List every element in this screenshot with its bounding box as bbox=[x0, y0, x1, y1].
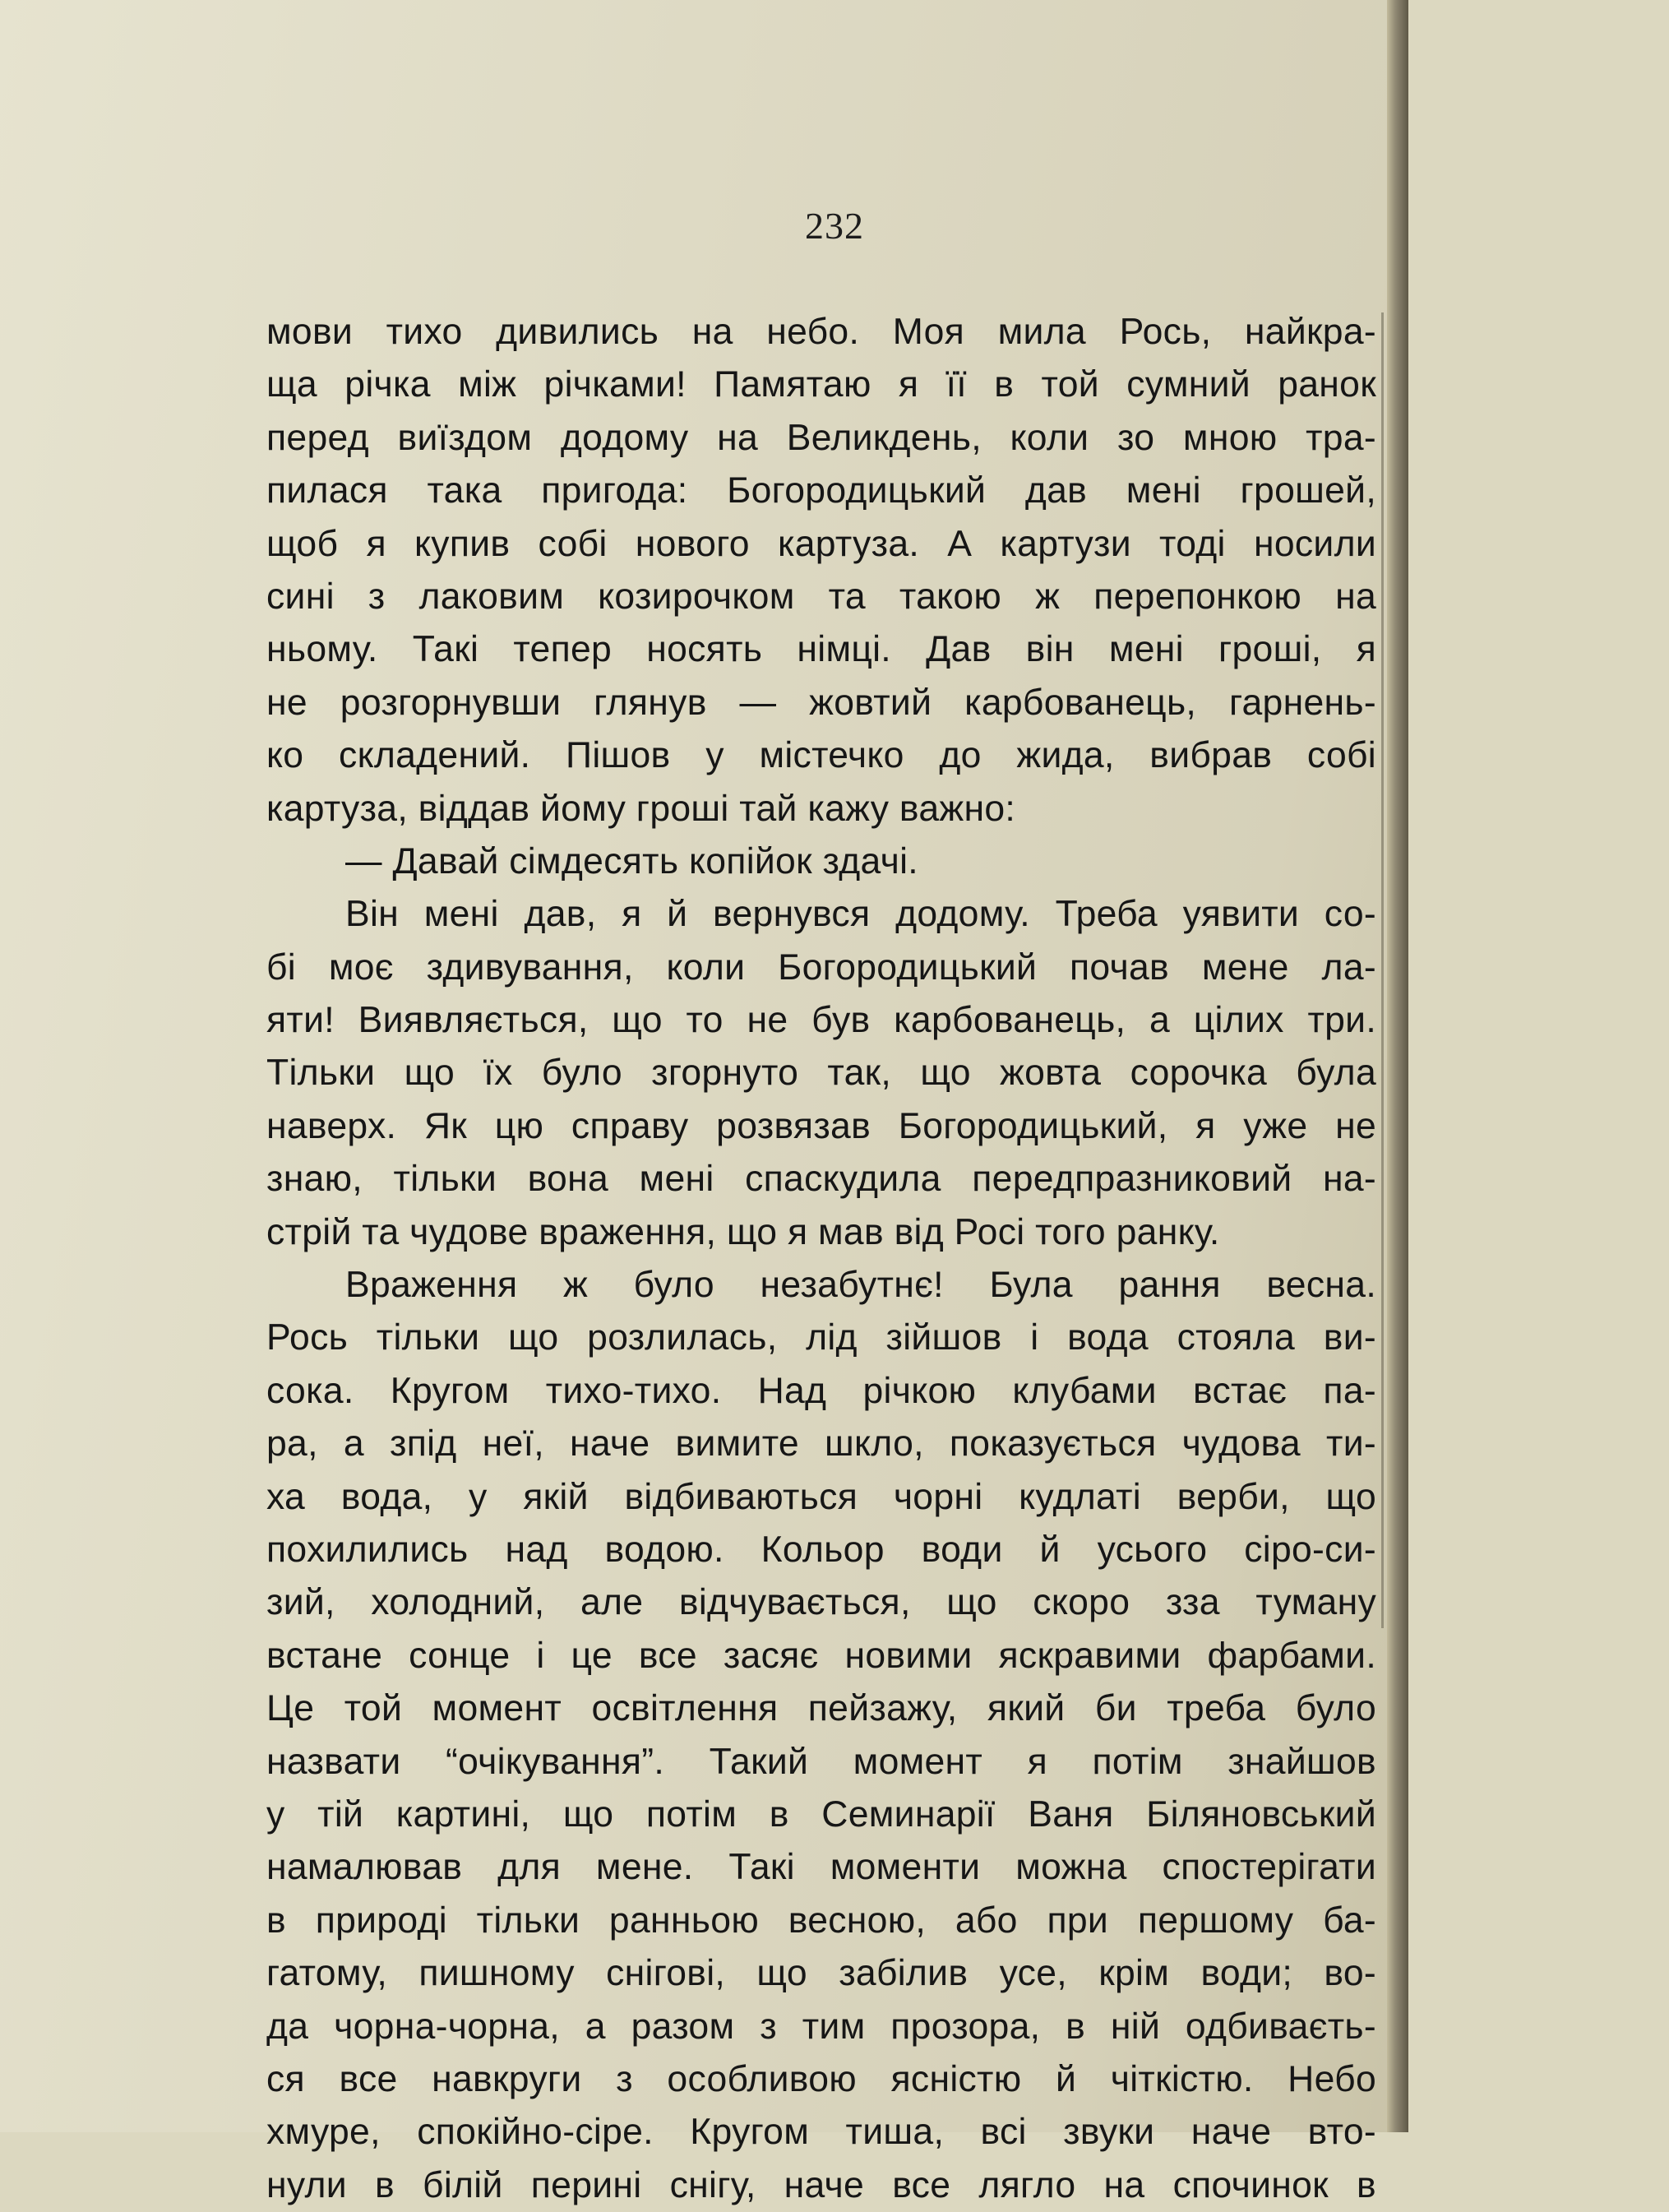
text-line: перед виїздом додому на Великдень, коли зо мною тра- bbox=[266, 417, 1376, 458]
text-line: стрій та чудове враження, що я мав від Росі того ранку. bbox=[266, 1211, 1220, 1252]
text-line: у тій картині, що потім в Семинарії Ваня Біляновський bbox=[266, 1793, 1376, 1835]
text-line: Враження ж було незабутнє! Була рання весна. bbox=[345, 1265, 1376, 1306]
text-line: нули в білій перині снігу, наче все лягло на спочинок в bbox=[266, 2164, 1376, 2205]
text-line: мови тихо дивились на небо. Моя мила Рось, найкра- bbox=[266, 312, 1376, 352]
text-line: зий, холодний, але відчувається, що скоро зза туману bbox=[266, 1582, 1376, 1623]
text-line: не розгорнувши глянув — жовтий карбованець, гарнень- bbox=[266, 682, 1376, 723]
text-line: — Давай сімдесять копійок здачі. bbox=[345, 840, 918, 882]
body-text bbox=[266, 306, 1376, 2212]
page-number: 232 bbox=[805, 205, 864, 247]
text-line: Тільки що їх було згорнуто так, що жовта сорочка була bbox=[266, 1053, 1376, 1094]
text-line: Рось тільки що розлилась, лід зійшов і вода стояла ви- bbox=[266, 1317, 1376, 1358]
text-line: похилились над водою. Кольор води й усього сіро-си- bbox=[266, 1529, 1376, 1570]
text-line: назвати “очікування”. Такий момент я потім знайшов bbox=[266, 1741, 1376, 1782]
book-binding-edge bbox=[1387, 0, 1408, 2132]
text-line: да чорна-чорна, а разом з тим прозора, в ній одбиваєть- bbox=[266, 2006, 1376, 2047]
text-line: встане сонце і це все засяє новими яскравими фарбами. bbox=[266, 1635, 1376, 1676]
text-line: наверх. Як цю справу розвязав Богородицький, я уже не bbox=[266, 1105, 1376, 1146]
text-line: сині з лаковим козирочком та такою ж перепонкою на bbox=[266, 576, 1376, 617]
text-line: хмуре, спокійно-сіре. Кругом тиша, всі звуки наче вто- bbox=[266, 2112, 1376, 2153]
text-line: картуза, віддав йому гроші тай кажу важно: bbox=[266, 788, 1016, 829]
text-line: ща річка між річками! Памятаю я її в той сумний ранок bbox=[266, 364, 1376, 405]
text-line: ся все навкруги з особливою ясністю й чіткістю. Небо bbox=[266, 2058, 1376, 2099]
text-line: сока. Кругом тихо-тихо. Над річкою клубами встає па- bbox=[266, 1370, 1376, 1411]
text-line: ко складений. Пішов у містечко до жида, вибрав собі bbox=[266, 735, 1376, 776]
text-line: в природі тільки ранньою весною, або при першому ба- bbox=[266, 1900, 1376, 1941]
text-line: ра, а зпід неї, наче вимите шкло, показується чудова ти- bbox=[266, 1423, 1376, 1465]
text-line: гатому, пишному снігові, що забілив усе, крім води; во- bbox=[266, 1953, 1376, 1994]
text-line: ньому. Такі тепер носять німці. Дав він мені гроші, я bbox=[266, 629, 1376, 670]
text-line: намалював для мене. Такі моменти можна спостерігати bbox=[266, 1847, 1376, 1888]
text-line: пилася така пригода: Богородицький дав мені грошей, bbox=[266, 470, 1376, 511]
text-line: щоб я купив собі нового картуза. А картузи тоді носили bbox=[266, 523, 1376, 564]
text-line: бі моє здивування, коли Богородицький почав мене ла- bbox=[266, 946, 1376, 988]
text-line: Він мені дав, я й вернувся додому. Треба уявити со- bbox=[345, 894, 1376, 935]
text-line: ха вода, у якій відбиваються чорні кудлаті верби, що bbox=[266, 1476, 1376, 1517]
text-line: яти! Виявляється, що то не був карбованець, а цілих три. bbox=[266, 1000, 1376, 1041]
text-line: Це той момент освітлення пейзажу, який би треба було bbox=[266, 1688, 1376, 1729]
binding-shadow-line bbox=[1381, 312, 1384, 1628]
text-line: знаю, тільки вона мені спаскудила передпразниковий на- bbox=[266, 1159, 1376, 1200]
